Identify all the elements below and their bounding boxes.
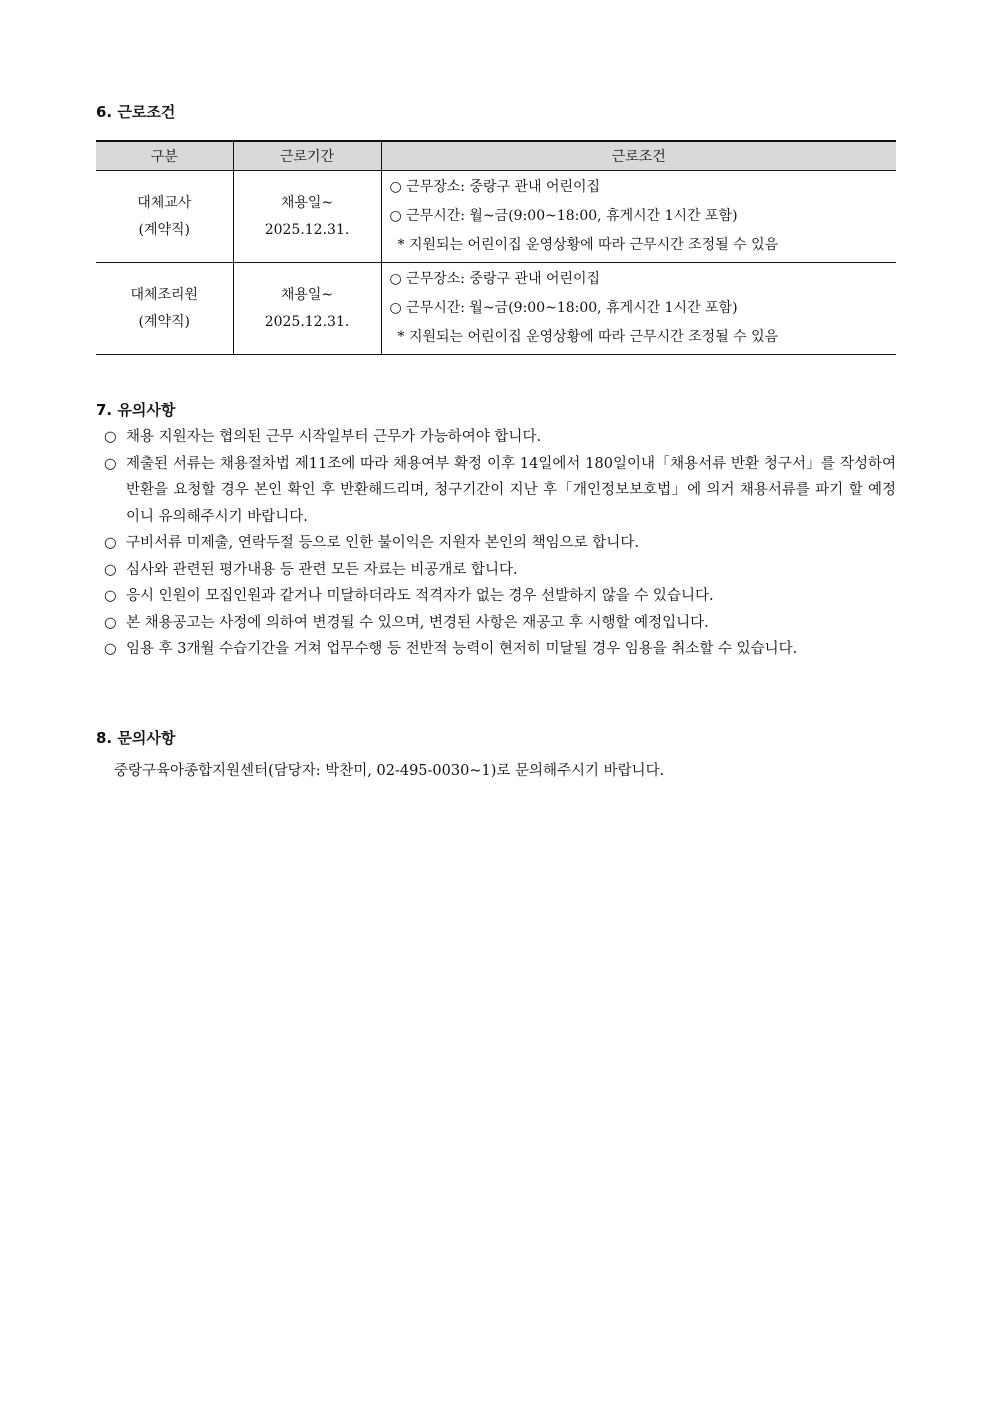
section-7-title: 7. 유의사항 <box>96 401 176 419</box>
list-item <box>104 610 896 637</box>
table-header-row <box>96 141 896 171</box>
list-item <box>104 424 896 451</box>
table-row <box>96 171 896 263</box>
list-item <box>104 583 896 610</box>
conditions-cell <box>381 263 896 355</box>
note-text: 채용 지원자는 협의된 근무 시작일부터 근무가 가능하여야 합니다. <box>126 429 542 445</box>
header-conditions: 근로조건 <box>381 141 896 171</box>
circle-bullet-icon: ○ <box>104 535 117 551</box>
circle-bullet-icon: ○ <box>104 641 117 657</box>
period-end: 2025.12.31. <box>264 221 350 238</box>
list-item <box>104 451 896 531</box>
working-conditions-table <box>96 140 896 355</box>
header-category: 구분 <box>96 141 233 171</box>
notes-list <box>104 424 896 663</box>
list-item <box>104 636 896 663</box>
circle-bullet-icon: ○ <box>104 455 117 472</box>
period-start: 채용일~ <box>280 286 334 303</box>
condition-hours: ○ 근무시간: 월~금(9:00~18:00, 휴게시간 1시간 포함) <box>389 208 738 224</box>
period-start: 채용일~ <box>280 194 334 211</box>
role-name: 대체교사 <box>137 194 192 211</box>
list-item <box>104 557 896 584</box>
role-type: (계약직) <box>138 221 190 238</box>
note-text: 구비서류 미제출, 연락두절 등으로 인한 불이익은 지원자 본인의 책임으로 합니다. <box>126 535 639 551</box>
circle-bullet-icon: ○ <box>104 588 117 604</box>
list-item <box>104 530 896 557</box>
condition-workplace: ○ 근무장소: 중랑구 관내 어린이집 <box>389 179 601 195</box>
role-type: (계약직) <box>138 313 190 330</box>
note-text: 제출된 서류는 채용절차법 제11조에 따라 채용여부 확정 이후 14일에서 180일이내「채용서류 반환 청구서」를 작성하여 반환을 요청할 경우 본인 확인 후 반환해드리며, 청구기간이 지난 후「개인정보보호법」에 의거 채용서류를 파기 할 예정이니 유의해주시기 바랍니다. <box>126 455 896 525</box>
contact-info: 중랑구육아종합지원센터(담당자: 박찬미, 02-495-0030~1)로 문의해주시기 바랍니다. <box>114 763 665 779</box>
section-8-title: 8. 문의사항 <box>96 729 176 747</box>
condition-hours: ○ 근무시간: 월~금(9:00~18:00, 휴게시간 1시간 포함) <box>389 300 738 316</box>
note-text: 응시 인원이 모집인원과 같거나 미달하더라도 적격자가 없는 경우 선발하지 않을 수 있습니다. <box>126 588 714 604</box>
note-text: 심사와 관련된 평가내용 등 관련 모든 자료는 비공개로 합니다. <box>126 561 518 578</box>
conditions-cell <box>381 171 896 263</box>
role-name: 대체조리원 <box>130 286 199 303</box>
condition-note: * 지원되는 어린이집 운영상황에 따라 근무시간 조정될 수 있음 <box>397 329 779 345</box>
section-6-title: 6. 근로조건 <box>96 103 176 121</box>
circle-bullet-icon: ○ <box>104 561 117 578</box>
period-end: 2025.12.31. <box>264 313 350 330</box>
condition-workplace: ○ 근무장소: 중랑구 관내 어린이집 <box>389 271 601 287</box>
role-cell <box>96 263 233 355</box>
circle-bullet-icon: ○ <box>104 614 117 631</box>
period-cell <box>233 171 381 263</box>
header-period: 근로기간 <box>233 141 381 171</box>
role-cell <box>96 171 233 263</box>
condition-note: * 지원되는 어린이집 운영상황에 따라 근무시간 조정될 수 있음 <box>397 237 779 253</box>
table-row <box>96 263 896 355</box>
period-cell <box>233 263 381 355</box>
note-text: 본 채용공고는 사정에 의하여 변경될 수 있으며, 변경된 사항은 재공고 후 시행할 예정입니다. <box>126 614 709 631</box>
circle-bullet-icon: ○ <box>104 429 117 445</box>
note-text: 임용 후 3개월 수습기간을 거쳐 업무수행 등 전반적 능력이 현저히 미달될 경우 임용을 취소할 수 있습니다. <box>126 641 798 657</box>
